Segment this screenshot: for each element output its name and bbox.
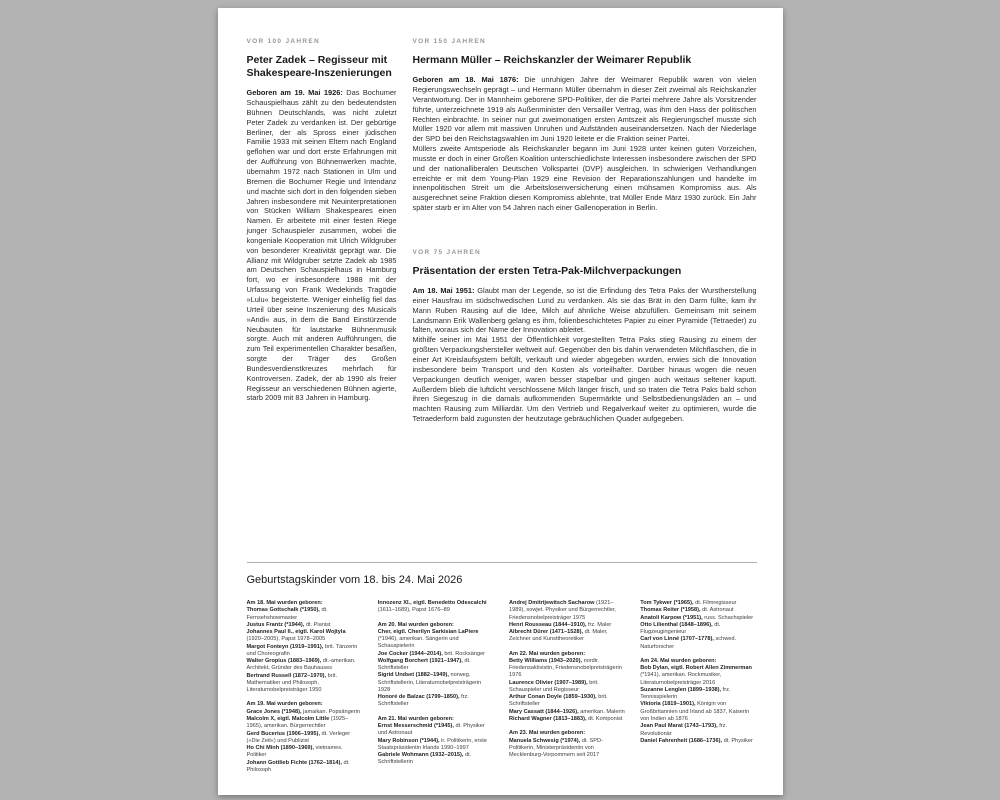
birthdays-column-4	[640, 600, 756, 774]
birthday-entry	[640, 615, 756, 622]
birthday-entry	[509, 680, 625, 695]
person-name: Manuela Schwesig (*1974),	[509, 737, 581, 744]
birthday-entry	[640, 636, 756, 651]
person-desc: vietnames. Politiker	[246, 745, 343, 759]
birthday-entry	[509, 600, 625, 622]
article-peter-zadek	[247, 38, 397, 403]
person-desc: dt.-amerikan. Architekt, Gründer des Bauhauses	[246, 658, 356, 672]
article-title: Präsentation der ersten Tetra-Pak-Milchverpackungen	[412, 264, 682, 277]
person-name: Grace Jones (*1948),	[246, 708, 302, 715]
person-desc: dt. SPD-Politikerin, Ministerpräsidentin von Mecklenburg-Vorpommern seit 2017	[509, 737, 603, 759]
birthday-entry	[640, 701, 756, 723]
birthdays-heading: Geburtstagskinder vom 18. bis 24. Mai 2026	[246, 574, 463, 586]
person-desc: schwed. Naturforscher	[640, 636, 737, 650]
birthday-entry	[247, 709, 363, 716]
birthday-entry	[247, 673, 363, 695]
birthday-entry	[509, 709, 625, 716]
paragraph-text: Müllers zweite Amtsperiode als Reichskanzler begann im Juni 1928 unter keinen guten Vorzeichen, musste er doch in einer Großen Koalition unterschiedlichste Interessen insbesondere zwischen der SPD und der nationalliberalen Deutschen Volkspartei (DVP) ausgleichen. In schwierigen Verhandlungen erreichte er mit dem Young-Plan 1929 eine Revision der Reparationszahlungen und handelte im innenpolitischen Streit um die Arbeitslosenversicherung einen mühsamen Kompromiss aus. Als ausgerechnet seine Fraktion diesen Kompromiss ablehnte, trat Müller Ende März 1930 zurück. Ein Jahr später starb er im Alter von 54 Jahren nach einer Gallenoperation in Berlin.	[412, 144, 757, 213]
section-divider	[247, 562, 757, 563]
person-desc: brit. Schauspieler und Regisseur	[509, 679, 599, 693]
person-desc: dt. Flugzeugingenieur	[640, 621, 721, 636]
birthday-entry	[378, 694, 494, 709]
person-name: Mary Robinson (*1944),	[377, 737, 440, 744]
person-desc: dt. Astronaut	[702, 607, 734, 614]
person-desc: dt. Philosoph	[246, 759, 350, 773]
birthday-entry	[640, 738, 756, 745]
person-name: Cher, eigtl. Cherilyn Sarkisian LaPiere	[377, 628, 479, 635]
birthdays-column-1	[247, 600, 363, 774]
person-desc: nordir. Friedensaktivistin, Friedensnobelpreisträgerin 1976	[509, 657, 622, 679]
person-desc: brit. Tänzerin und Choreografin	[246, 643, 358, 657]
birthday-entry	[247, 760, 363, 775]
person-desc: (1925–1965), amerikan. Bürgerrechtler	[246, 715, 349, 730]
birthday-entry	[247, 731, 363, 746]
person-name: Justus Frantz (*1944),	[246, 621, 305, 628]
article-kicker: VOR 150 JAHREN	[412, 38, 486, 45]
birthday-block	[640, 658, 756, 745]
person-name: Bertrand Russell (1872–1970),	[246, 672, 327, 679]
person-name: Innozenz XI., eigtl. Benedetto Odescalchi	[377, 600, 487, 606]
birthdays-columns	[247, 600, 757, 774]
person-name: Carl von Linné (1707–1778),	[640, 636, 714, 643]
person-name: Richard Wagner (1813–1883),	[509, 715, 587, 722]
birthday-entry	[247, 658, 363, 673]
right-column	[413, 38, 757, 546]
birthday-block	[247, 701, 363, 774]
paragraph-lead: Geboren am 19. Mai 1926:	[246, 88, 343, 98]
birthday-block	[509, 600, 625, 644]
person-name: Jean Paul Marat (1743–1793),	[640, 723, 718, 730]
birthday-block	[247, 600, 363, 694]
birthday-entry	[247, 716, 363, 731]
person-desc: frz. Tennisspielerin	[640, 686, 731, 701]
person-desc: (1611–1689), Papst 1676–89	[377, 607, 450, 614]
birthday-date-header: Am 20. Mai wurden geboren:	[377, 621, 454, 628]
person-desc: (*1941), amerikan. Rockmusiker, Literaturnobelpreisträger 2016	[640, 672, 722, 686]
person-name: Suzanne Lenglen (1899–1938),	[640, 686, 722, 693]
birthday-entry	[378, 629, 494, 651]
person-name: Walter Gropius (1883–1969),	[246, 658, 322, 665]
person-desc: dt. Fernsehshowmaster	[246, 607, 328, 621]
person-name: Gabriele Wohmann (1932–2015),	[377, 752, 464, 759]
birthday-entry	[640, 723, 756, 738]
article-tetra-pak	[413, 249, 757, 424]
person-name: Gerd Bucerius (1906–1995),	[246, 730, 320, 737]
person-desc: dt. Schriftstellerin	[377, 752, 472, 766]
birthday-entry	[378, 672, 494, 694]
person-desc: Königin von Großbritannien und Irland ab 1837, Kaiserin von Indien ab 1876	[640, 701, 750, 722]
person-desc: brit. Mathematiker und Philosoph, Literaturnobelpreisträger 1950	[246, 672, 337, 694]
birthday-date-header: Am 18. Mai wurden geboren:	[246, 600, 323, 606]
person-desc: russ. Schachspieler	[704, 614, 754, 621]
person-name: Honoré de Balzac (1799–1850),	[377, 694, 460, 701]
birthday-block	[509, 730, 625, 759]
birthday-block	[378, 600, 494, 615]
birthday-entry	[378, 723, 494, 738]
birthday-entry	[509, 716, 625, 723]
person-desc: norweg. Schriftstellerin, Literaturnobelpreisträgerin 1928	[377, 672, 482, 693]
birthday-entry	[247, 607, 363, 622]
birthday-block	[640, 600, 756, 651]
birthday-entry	[640, 665, 756, 687]
person-desc: (1921–1989), sowjet. Physiker und Bürgerrechtler, Friedensnobelpreisträger 1975	[509, 600, 616, 621]
person-name: Johann Gottlieb Fichte (1762–1814),	[246, 759, 342, 766]
person-desc: dt. Filmregisseur	[695, 600, 737, 606]
article-paragraph	[247, 88, 397, 403]
person-desc: brit. Rocksänger	[444, 650, 486, 657]
person-name: Viktoria (1819–1901),	[640, 701, 696, 708]
birthday-entry	[509, 694, 625, 709]
person-name: Thomas Reiter (*1958),	[640, 607, 701, 614]
document-page	[218, 8, 783, 795]
person-name: Henri Rousseau (1844–1910),	[509, 621, 587, 628]
person-desc: dt. Komponist	[588, 715, 623, 722]
person-desc: ir. Politikerin, erste Staatspräsidentin Irlands 1990–1997	[377, 737, 487, 751]
person-name: Laurence Olivier (1907–1989),	[509, 679, 588, 686]
paragraph-text: Die unruhigen Jahre der Weimarer Republik waren von vielen Regierungswechseln geprägt – und Hermann Müller übernahm in dieser Zeit zweimal als Reichskanzler Verantwortung. Der in Mannheim geborene SPD-Politiker, der die Partei mehrere Jahre als Vorsitzender führte, unterzeichnete 1919 als Außenminister den Versailler Vertrag, was ihm den Hass der politischen Rechten einbrachte. In seiner nur gut zweimonatigen ersten Amtszeit als Regierungschef musste sich Müller 1920 vor allem mit massiven Unruhen und Aufständen auseinandersetzen. Nach der Niederlage der SPD bei den Reichstagswahlen im Juni 1920 leitete er die Fraktion seiner Partei.	[412, 75, 757, 144]
person-desc: dt. Verleger (»Die Zeit«) und Publizist	[246, 730, 351, 744]
person-desc: dt. Schriftsteller	[377, 657, 471, 672]
birthday-entry	[509, 658, 625, 680]
birthday-entry	[640, 622, 756, 637]
birthday-entry	[640, 600, 756, 607]
person-desc: amerikan. Malerin	[580, 708, 625, 715]
birthday-entry	[640, 607, 756, 614]
left-column	[247, 38, 397, 546]
person-name: Malcolm X, eigtl. Malcolm Little	[246, 715, 330, 722]
birthday-block	[378, 716, 494, 767]
article-title: Peter Zadek – Regisseur mit Shakespeare-Inszenierungen	[246, 54, 392, 80]
article-kicker: VOR 100 JAHREN	[246, 38, 320, 45]
birthday-entry	[247, 629, 363, 644]
birthday-entry	[509, 738, 625, 760]
person-desc: dt. Physiker und Astronaut	[377, 722, 485, 737]
paragraph-lead: Geboren am 18. Mai 1876:	[412, 75, 519, 85]
person-name: Tom Tykwer (*1965),	[640, 600, 694, 606]
person-name: Arthur Conan Doyle (1859–1930),	[509, 694, 597, 701]
person-name: Albrecht Dürer (1471–1528),	[509, 629, 583, 636]
birthdays-column-2	[378, 600, 494, 774]
person-desc: brit. Schriftsteller	[509, 694, 608, 708]
person-desc: dt. Pianist	[305, 621, 331, 628]
person-name: Joe Cocker (1944–2014),	[377, 650, 443, 657]
birthday-date-header: Am 21. Mai wurden geboren:	[377, 715, 454, 722]
person-name: Wolfgang Borchert (1921–1947),	[377, 657, 463, 664]
person-name: Daniel Fahrenheit (1686–1736),	[640, 737, 723, 744]
person-desc: jamaikan. Popsängerin	[303, 708, 361, 715]
articles-section	[247, 38, 757, 546]
person-name: Bob Dylan, eigtl. Robert Allen Zimmerman	[640, 665, 752, 672]
person-name: Andrej Dmitrijewitsch Sacharow	[509, 600, 595, 606]
birthday-block	[509, 651, 625, 724]
person-desc: dt. Maler, Zeichner und Kunsttheoretiker	[509, 629, 608, 643]
paragraph-lead: Am 18. Mai 1951:	[412, 286, 475, 296]
person-name: Mary Cassatt (1844–1926),	[509, 708, 579, 715]
person-name: Ho Chi Minh (1890–1969),	[246, 745, 314, 752]
article-paragraph	[413, 75, 757, 144]
article-kicker: VOR 75 JAHREN	[412, 248, 482, 256]
birthday-date-header: Am 23. Mai wurden geboren:	[509, 730, 586, 737]
birthday-entry	[378, 752, 494, 767]
person-name: Ernst Messerschmid (*1945),	[377, 722, 454, 729]
paragraph-text: Mithilfe seiner im Mai 1951 der Öffentlichkeit vorgestellten Tetra Paks stieg Rausing zu einem der größten Verpackungshersteller weltweit auf. Gegenüber den bis dahin verwendeten Milchflaschen, die in einer Art Kreislaufsystem befüllt, verkauft und wieder abgegeben wurden, erwies sich die Innovation insbesondere beim Transport und den Kosten als vorteilhafter. Darüber hinaus wogen die neuen Verpackungen deutlich weniger, waren besser stapelbar und gingen auch weitaus seltener kaputt. Außerdem blieb die luftdicht verschlossene Milch länger frisch, und so traten die Tetra Paks bald schon ihren Siegeszug in die damals aufkommenden Supermärkte und Selbstbedienungsläden an – und machten Rausing zum Milliardär. Um den Vertrieb und Regalverkauf weiter zu optimieren, wurde die Tetraederform bald zugunsten der heutzutage gebräuchlichen Quader aufgegeben.	[412, 335, 757, 424]
person-name: Betty Williams (1943–2020),	[509, 657, 583, 664]
person-name: Johannes Paul II., eigtl. Karol Wojtyla	[246, 629, 346, 636]
paragraph-text: Das Bochumer Schauspielhaus zählt zu den bedeutendsten Bühnen Deutschlands, was nicht zuletzt Peter Zadek zu verdanken ist. Der gebürtige Berliner, der als Spross einer jüdischen Familie 1933 mit seinen Eltern nach England geflohen war und dort erste Erfahrungen mit der Aufführung von Bühnenwerken machte, übernahm 1972 nach Stationen in Ulm und Bremen die Bochumer Regie und Intendanz und machte sich dort in den folgenden sieben Jahren insbesondere mit Neuinterpretationen von Stücken William Shakespeares einen Namen. Er arbeitete mit einer festen Riege junger Schauspieler zusammen, wobei die kongeniale Kooperation mit Ulrich Wildgruber von besonderer Kreativität geprägt war. Die Allianz mit Wildgruber setzte Zadek ab 1985 am Deutschen Schauspielhaus in Hamburg fort, wo er insbesondere 1988 mit der Urfassung von Frank Wedekinds Tragödie »Lulu« begeisterte. Weniger einhellig fiel das Urteil über seine Inszenierung des Musicals »Andi« aus, in dem die Band Einstürzende Neubauten für lautstarke Bühnenmusik sorgte. Auch mit anderen Aufführungen, die zum Teil experimentellen Charakter besaßen, sorgte der Träger des Großen Bundesverdienstkreuzes mehrfach für Kontroversen. Zadek, der ab 1990 als freier Regisseur an verschiedenen Bühnen agierte, starb 2009 mit 83 Jahren in Hamburg.	[246, 88, 397, 403]
birthday-block	[378, 622, 494, 709]
birthdays-column-3	[509, 600, 625, 774]
birthday-entry	[509, 629, 625, 644]
birthday-entry	[640, 687, 756, 702]
article-title: Hermann Müller – Reichskanzler der Weimarer Republik	[412, 54, 692, 66]
person-desc: (1920–2005), Papst 1978–2005	[246, 636, 326, 643]
birthday-entry	[247, 622, 363, 629]
birthday-date-header: Am 22. Mai wurden geboren:	[509, 650, 586, 657]
article-paragraph	[413, 144, 757, 213]
birthday-entry	[378, 651, 494, 658]
person-desc: dt. Physiker	[723, 737, 753, 744]
paragraph-text: Glaubt man der Legende, so ist die Erfindung des Tetra Paks der Wurstherstellung einer Hausfrau im südschwedischen Lund zu verdanken. Als sie das Brät in den Darm füllte, kam ihr Mann Ruben Rausing auf die Idee, Milch auf ähnliche Weise abzufüllen. Gemeinsam mit seinem Landsmann Erik Wallenberg gelang es ihm, folienbeschichtetes Papier zu einer Pyramide (Tetraeder) zu falten, woraus sich der Name der Innovation ableitet.	[412, 286, 757, 335]
birthday-date-header: Am 24. Mai wurden geboren:	[640, 657, 717, 664]
article-paragraph	[413, 335, 757, 424]
person-name: Anatoli Karpow (*1951),	[640, 614, 703, 621]
person-name: Thomas Gottschalk (*1950),	[246, 607, 320, 614]
person-name: Otto Lilienthal (1848–1896),	[640, 621, 713, 628]
article-paragraph	[413, 286, 757, 335]
person-name: Sigrid Undset (1882–1949),	[377, 672, 449, 679]
person-desc: (*1946), amerikan. Sängerin und Schauspielerin	[377, 636, 459, 650]
birthday-entry	[509, 622, 625, 629]
person-desc: frz. Revolutionär	[640, 723, 728, 737]
birthday-entry	[378, 658, 494, 673]
person-name: Margot Fonteyn (1919–1991),	[246, 643, 324, 650]
birthday-date-header: Am 19. Mai wurden geboren:	[246, 701, 323, 708]
person-desc: frz. Schriftsteller	[377, 694, 469, 708]
article-hermann-mueller	[413, 38, 757, 213]
birthday-entry	[378, 738, 494, 753]
birthday-entry	[378, 600, 494, 615]
birthday-entry	[247, 745, 363, 760]
person-desc: frz. Maler	[587, 621, 612, 628]
birthday-entry	[247, 644, 363, 659]
